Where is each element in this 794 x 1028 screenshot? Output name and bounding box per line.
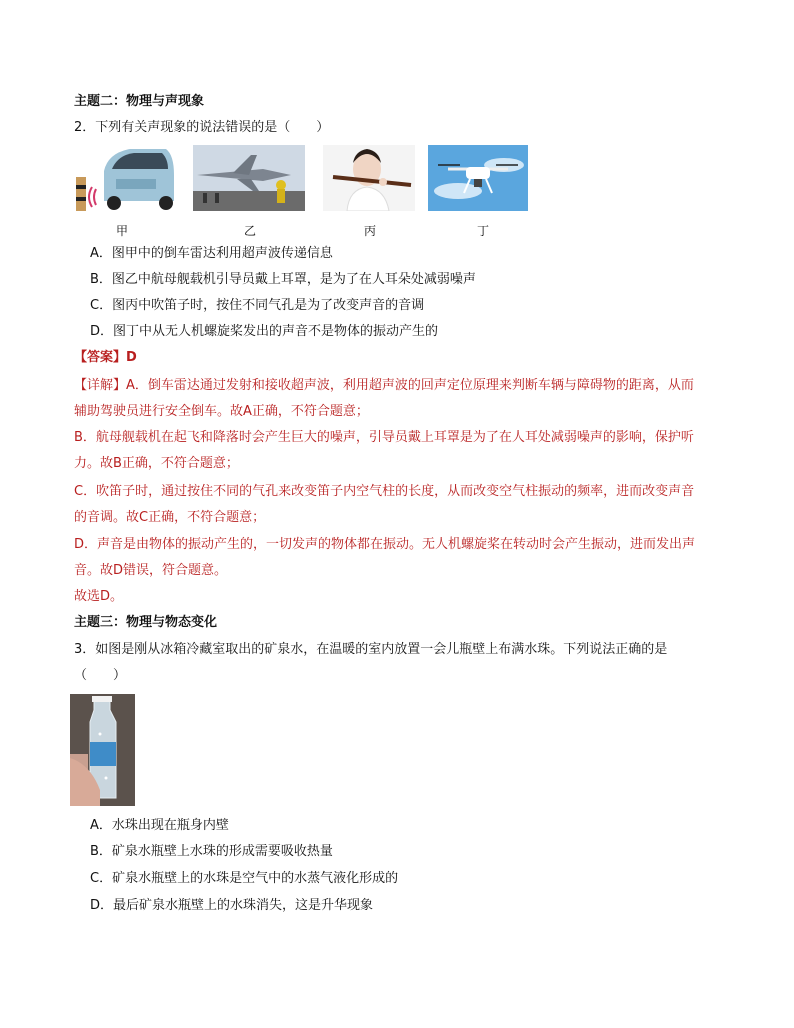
caption-bing: 丙 (363, 224, 376, 238)
detail-line: C．吹笛子时，通过按住不同的气孔来改变笛子内空气柱的长度，从而改变空气柱振动的频率，进而改变声音 (74, 484, 695, 499)
question-3-stem-cont: （ ） (74, 668, 127, 683)
flute-player-image (323, 145, 415, 211)
section-heading-2: 主题二：物理与声现象 (74, 94, 205, 109)
option-a: A．水珠出现在瓶身内壁 (90, 818, 229, 833)
aircraft-carrier-image (193, 145, 305, 211)
option-c: C．矿泉水瓶壁上的水珠是空气中的水蒸气液化形成的 (90, 871, 399, 886)
option-b: B．图乙中航母舰载机引导员戴上耳罩，是为了在人耳朵处减弱噪声 (90, 272, 476, 287)
caption-ding: 丁 (476, 224, 489, 238)
option-b: B．矿泉水瓶壁上水珠的形成需要吸收热量 (90, 844, 333, 859)
detail-line: 力。故B正确，不符合题意； (74, 456, 239, 471)
caption-jia: 甲 (115, 224, 128, 238)
option-c: C．图丙中吹笛子时，按住不同气孔是为了改变声音的音调 (90, 298, 425, 313)
water-bottle-image (70, 694, 135, 806)
section-heading-3: 主题三：物理与物态变化 (74, 615, 218, 630)
drone-image (428, 145, 528, 211)
detail-line: D．声音是由物体的振动产生的，一切发声的物体都在振动。无人机螺旋桨在转动时会产生振动，进而发出声 (74, 537, 696, 552)
detail-line: 【详解】A．倒车雷达通过发射和接收超声波，利用超声波的回声定位原理来判断车辆与障碍物的距离，从而 (74, 378, 694, 393)
option-a: A．图甲中的倒车雷达利用超声波传递信息 (90, 246, 333, 261)
caption-yi: 乙 (243, 224, 256, 238)
detail-line: 辅助驾驶员进行安全倒车。故A正确，不符合题意； (74, 404, 369, 419)
question-3-stem: 3．如图是刚从冰箱冷藏室取出的矿泉水，在温暖的室内放置一会儿瓶壁上布满水珠。下列说法正确的是 (74, 642, 668, 657)
conclusion: 故选D。 (74, 589, 124, 604)
option-d: D．图丁中从无人机螺旋桨发出的声音不是物体的振动产生的 (90, 324, 439, 339)
option-d: D．最后矿泉水瓶壁上的水珠消失，这是升华现象 (90, 898, 374, 913)
detail-line: B．航母舰载机在起飞和降落时会产生巨大的噪声，引导员戴上耳罩是为了在人耳处减弱噪声的影响，保护听 (74, 430, 694, 445)
car-radar-image (74, 145, 176, 211)
answer-label: 【答案】D (74, 350, 137, 365)
question-2-stem: 2．下列有关声现象的说法错误的是（ ） (74, 120, 330, 135)
detail-line: 的音调。故C正确，不符合题意； (74, 510, 266, 525)
detail-line: 音。故D错误，符合题意。 (74, 563, 228, 578)
